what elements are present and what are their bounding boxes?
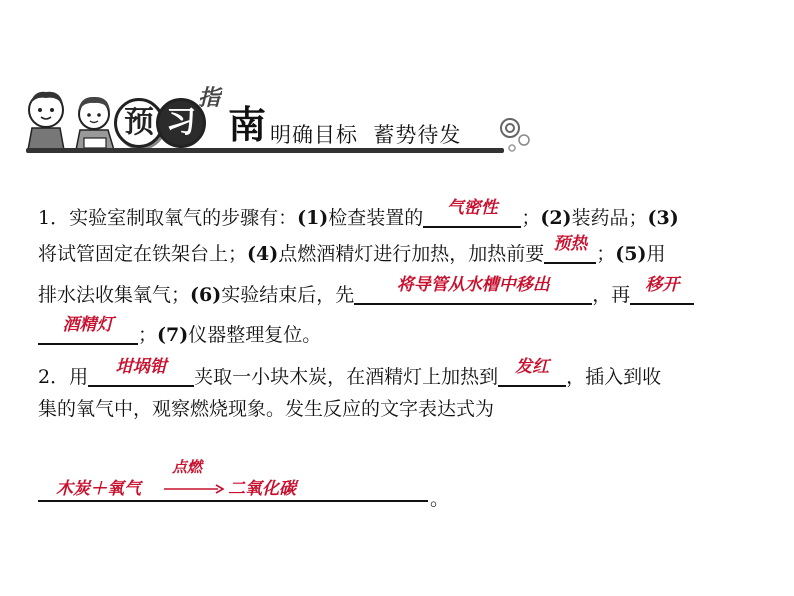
q1-text: 用 [646, 243, 666, 265]
q1-text: ； [596, 243, 616, 265]
answer-text: 酒精灯 [62, 315, 114, 335]
q1-text: 实验结束后，先 [221, 284, 355, 306]
answer-blank-crucible-tongs [88, 357, 194, 387]
equation-period: 。 [430, 488, 450, 510]
answer-blank-remove-lamp-part1 [630, 275, 694, 305]
equation-product: 二氧化碳 [228, 479, 296, 499]
answer-blank-remove-tube [354, 275, 592, 305]
banner-char-study: 习 [156, 98, 206, 148]
banner-underline [26, 148, 504, 153]
q1-step-number: (2) [540, 207, 572, 229]
answer-blank-equation [38, 500, 428, 502]
answer-blank-remove-lamp-part2 [38, 315, 138, 345]
q2-line-1 [38, 357, 662, 388]
q1-text: ； [138, 324, 158, 346]
kids-illustration [22, 86, 122, 156]
q1-step-number: (3) [647, 207, 679, 229]
q2-text: 2．用 [38, 366, 89, 388]
q1-line-2 [38, 234, 666, 265]
q1-text: 仪器整理复位。 [188, 324, 322, 346]
reaction-arrow-icon [164, 484, 224, 494]
equation-condition: 点燃 [172, 458, 203, 476]
answer-text: 气密性 [446, 198, 498, 218]
q1-text: 将试管固定在铁架台上； [38, 243, 248, 265]
banner-char-preview: 预 [114, 98, 164, 148]
q1-text: 检查装置的 [328, 207, 424, 229]
q1-step-number: (5) [615, 243, 647, 265]
section-banner [22, 86, 532, 168]
q1-text: ； [521, 207, 541, 229]
q1-text: 装药品； [571, 207, 648, 229]
q2-text: 夹取一小块木炭，在酒精灯上加热到 [194, 366, 499, 388]
q1-line-1 [38, 198, 679, 229]
answer-text: 预热 [553, 234, 588, 254]
q1-line-3 [38, 275, 694, 306]
q1-text: 点燃酒精灯进行加热，加热前要 [278, 243, 545, 265]
banner-char-guide: 指 [198, 86, 221, 111]
swirl-decoration-icon [498, 116, 532, 156]
q2-line-2: 集的氧气中，观察燃烧现象。发生反应的文字表达式为 [38, 398, 495, 420]
q2-text: ，插入到收 [566, 366, 662, 388]
q1-text: 排水法收集氧气； [38, 284, 191, 306]
q1-step-number: (6) [190, 284, 222, 306]
q1-text: ，再 [592, 284, 631, 306]
equation-reactants: 木炭＋氧气 [56, 479, 141, 499]
answer-blank-red-hot [498, 357, 566, 387]
answer-text: 发红 [515, 357, 550, 377]
banner-subtitle: 明确目标 蓄势待发 [270, 123, 462, 147]
banner-char-south: 南 [228, 103, 267, 147]
answer-text: 将导管从水槽中移出 [396, 275, 550, 295]
q1-step-number: (7) [157, 324, 189, 346]
answer-blank-preheat [544, 234, 596, 264]
answer-blank-airtightness [423, 198, 521, 228]
answer-text: 移开 [645, 275, 680, 295]
q1-line-4 [38, 315, 322, 346]
q1-text: 1．实验室制取氧气的步骤有： [38, 207, 298, 229]
answer-text: 坩埚钳 [115, 357, 167, 377]
q1-step-number: (1) [297, 207, 329, 229]
q1-step-number: (4) [247, 243, 279, 265]
